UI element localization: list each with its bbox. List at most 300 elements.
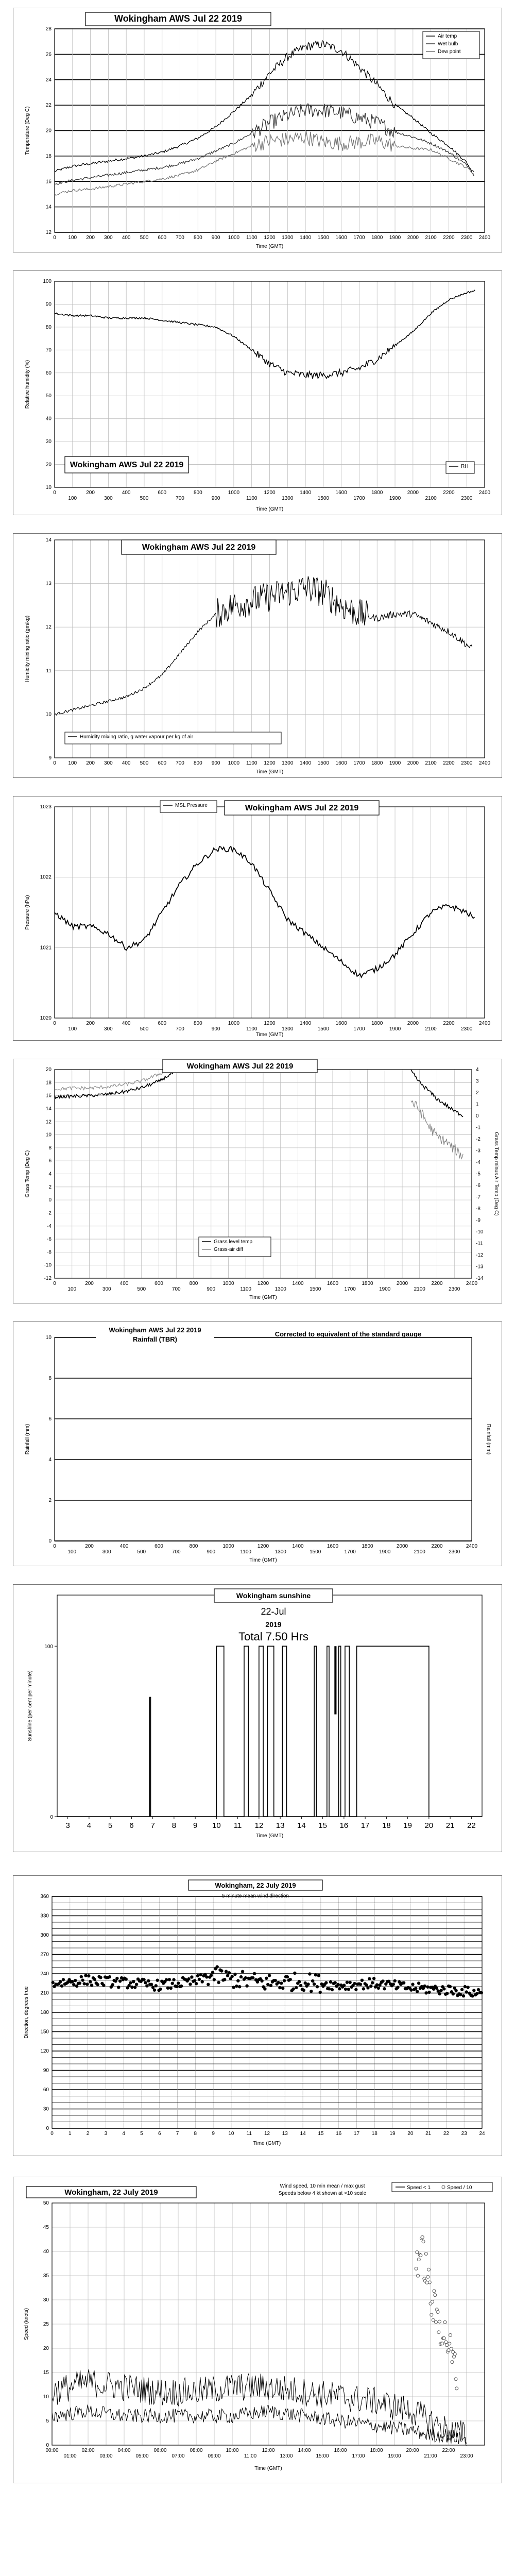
direction-point — [159, 1988, 162, 1991]
scaled-speed-point — [437, 2331, 440, 2334]
x-tick-label: 2200 — [443, 235, 455, 241]
direction-point — [96, 1983, 99, 1986]
direction-point — [223, 1978, 226, 1981]
legend-label: MSL Pressure — [175, 803, 208, 808]
chart-subtitle: Wind speed, 10 min mean / max gust — [280, 2183, 365, 2189]
x-tick-label: 1400 — [292, 1281, 304, 1286]
scaled-speed-point — [422, 2240, 425, 2243]
x-tick-label: 1800 — [362, 1544, 373, 1549]
sunshine-chart — [13, 1585, 503, 1853]
y-tick-label: 22 — [45, 103, 52, 109]
direction-point — [263, 1987, 266, 1990]
direction-point — [472, 1989, 475, 1992]
x-tick-label: 400 — [122, 1021, 131, 1026]
direction-point — [338, 1987, 341, 1990]
y-tick-label: 26 — [45, 52, 52, 58]
x-axis-label: Time (GMT) — [249, 1557, 277, 1563]
x-tick-label: 1800 — [371, 760, 383, 766]
x-tick-label: 16 — [336, 2131, 342, 2137]
scaled-speed-point — [438, 2320, 441, 2323]
x-tick-label: 21 — [425, 2131, 432, 2137]
x-tick-label: 2100 — [425, 496, 437, 501]
x-tick-label: 2200 — [443, 1021, 455, 1026]
x-tick-label: 1700 — [344, 1286, 356, 1292]
direction-point — [132, 1980, 135, 1983]
x-tick-label: 2400 — [478, 1021, 491, 1026]
direction-point — [166, 1987, 169, 1990]
direction-point — [417, 1981, 420, 1985]
x-tick-label: 2400 — [466, 1281, 478, 1286]
y-axis-label: Relative humidity (%) — [25, 360, 30, 409]
x-tick-label: 800 — [189, 1544, 198, 1549]
direction-point — [319, 1991, 322, 1994]
x-tick-label: 1000 — [228, 760, 240, 766]
direction-point — [84, 1974, 87, 1977]
chart-title: Wokingham AWS Jul 22 2019 — [114, 13, 243, 24]
x-tick-label: 700 — [176, 1026, 184, 1032]
direction-point — [241, 1970, 244, 1973]
x-tick-label: 1000 — [228, 235, 240, 241]
direction-point — [366, 1986, 369, 1989]
x-tick-label: 1400 — [299, 490, 312, 496]
x-tick-label: 1400 — [299, 760, 312, 766]
y2-axis-label: Rainfall (mm) — [486, 1423, 491, 1455]
direction-point — [295, 1986, 298, 1989]
x-tick-label: 200 — [85, 1281, 94, 1286]
y2-tick-label: -6 — [476, 1183, 480, 1189]
x-tick-label: 400 — [122, 490, 131, 496]
direction-point — [304, 1981, 307, 1985]
direction-point — [409, 1988, 413, 1991]
y2-tick-label: -5 — [476, 1171, 480, 1177]
direction-point — [125, 1977, 128, 1980]
x-tick-label: 1200 — [257, 1281, 269, 1286]
x-tick-label: 1200 — [264, 760, 276, 766]
y-tick-label: 10 — [45, 1335, 52, 1341]
y-tick-label: 240 — [40, 1971, 49, 1977]
y-tick-label: 1023 — [40, 804, 52, 810]
y-tick-label: 14 — [45, 204, 52, 210]
y2-tick-label: -2 — [476, 1137, 480, 1142]
x-tick-label: 8 — [171, 1821, 177, 1830]
x-tick-label: 11:00 — [244, 2453, 257, 2459]
y-tick-label: -8 — [47, 1249, 52, 1256]
direction-point — [78, 1981, 81, 1985]
x-tick-label: 03:00 — [99, 2453, 113, 2459]
y-tick-label: 20 — [45, 1067, 52, 1073]
x-tick-label: 100 — [68, 235, 77, 241]
y-tick-label: 1022 — [40, 874, 52, 880]
x-tick-label: 1900 — [379, 1286, 391, 1292]
direction-point — [329, 1980, 332, 1984]
scaled-speed-point — [451, 2361, 454, 2364]
x-axis-label: Time (GMT) — [255, 1032, 284, 1038]
direction-point — [118, 1979, 122, 1982]
y-tick-label: 40 — [43, 2249, 49, 2255]
y-tick-label: 0 — [46, 2126, 49, 2131]
x-tick-label: 2000 — [407, 235, 419, 241]
direction-point — [277, 1981, 280, 1984]
direction-point — [349, 1981, 352, 1984]
direction-point — [142, 1978, 145, 1981]
y2-tick-label: 4 — [476, 1067, 479, 1073]
y-tick-label: 18 — [45, 153, 52, 159]
legend-label: Dew point — [438, 49, 461, 55]
x-tick-label: 900 — [207, 1286, 216, 1292]
x-tick-label: 1900 — [389, 760, 401, 766]
direction-point — [362, 1987, 365, 1990]
x-tick-label: 200 — [86, 490, 95, 496]
direction-point — [423, 1985, 426, 1988]
direction-point — [465, 1990, 468, 1993]
panel-pressure — [13, 796, 502, 1041]
x-axis-label: Time (GMT) — [255, 244, 284, 249]
direction-point — [316, 1985, 319, 1988]
x-tick-label: 1100 — [240, 1286, 252, 1292]
x-tick-label: 100 — [68, 1026, 77, 1032]
direction-point — [89, 1980, 92, 1984]
direction-point — [253, 1972, 256, 1975]
x-tick-label: 100 — [68, 760, 77, 766]
y-tick-label: 10 — [45, 711, 52, 718]
direction-point — [82, 1982, 85, 1985]
direction-point — [289, 1978, 292, 1981]
direction-point — [172, 1978, 175, 1981]
x-tick-label: 800 — [193, 490, 202, 496]
direction-point — [187, 1977, 190, 1980]
direction-point — [251, 1976, 254, 1979]
x-tick-label: 15 — [318, 1821, 327, 1830]
y-tick-label: 11 — [46, 668, 52, 674]
y-tick-label: 120 — [40, 2048, 49, 2054]
y-tick-label: 35 — [43, 2273, 49, 2279]
direction-point — [135, 1983, 138, 1986]
x-tick-label: 13:00 — [280, 2453, 293, 2459]
y-tick-label: 4 — [48, 1171, 52, 1177]
x-tick-label: 3 — [104, 2131, 108, 2137]
direction-point — [111, 1983, 114, 1986]
x-tick-label: 1300 — [282, 235, 294, 241]
y-tick-label: 10 — [43, 2394, 49, 2400]
rainfall-chart — [13, 1322, 503, 1567]
x-tick-label: 300 — [104, 235, 113, 241]
scaled-speed-point — [448, 2342, 451, 2345]
scaled-speed-point — [424, 2252, 427, 2256]
x-tick-label: 2 — [86, 2131, 90, 2137]
y-tick-label: 30 — [43, 2297, 49, 2303]
direction-point — [331, 1988, 334, 1991]
direction-point — [336, 1983, 339, 1986]
direction-point — [372, 1977, 375, 1980]
chart-date: 22-Jul — [261, 1606, 286, 1617]
x-tick-label: 17:00 — [352, 2453, 365, 2459]
direction-point — [381, 1979, 384, 1982]
direction-point — [460, 1988, 464, 1991]
direction-point — [278, 1986, 281, 1989]
direction-point — [396, 1986, 399, 1989]
x-tick-label: 1700 — [353, 1026, 365, 1032]
direction-point — [236, 1979, 239, 1982]
x-tick-label: 13 — [282, 2131, 288, 2137]
direction-point — [232, 1986, 235, 1989]
y-tick-label: 5 — [46, 2418, 49, 2424]
direction-point — [464, 1985, 467, 1988]
direction-point — [442, 1987, 445, 1990]
x-tick-label: 0 — [53, 1544, 56, 1549]
y-tick-label: 150 — [40, 2029, 49, 2035]
x-tick-label: 1700 — [353, 760, 365, 766]
x-tick-label: 1200 — [264, 1021, 276, 1026]
x-tick-label: 900 — [211, 760, 220, 766]
y-tick-label: 30 — [43, 2106, 49, 2112]
scaled-speed-point — [430, 2313, 433, 2316]
chart-title: Wokingham AWS Jul 22 2019 — [109, 1326, 201, 1334]
x-tick-label: 200 — [86, 1021, 95, 1026]
scaled-speed-point — [441, 2342, 444, 2345]
x-tick-label: 2000 — [396, 1281, 408, 1286]
y2-tick-label: -12 — [476, 1252, 484, 1258]
scaled-speed-point — [453, 2352, 456, 2355]
direction-point — [231, 1975, 234, 1978]
direction-point — [414, 1987, 417, 1990]
y-tick-label: 14 — [45, 1106, 52, 1112]
x-tick-label: 600 — [154, 1544, 163, 1549]
x-tick-label: 10 — [228, 2131, 234, 2137]
direction-point — [283, 1979, 286, 1982]
x-tick-label: 1300 — [282, 496, 294, 501]
y-tick-label: 8 — [48, 1145, 52, 1151]
panel-grass-temp — [13, 1059, 502, 1303]
chart-title: Wokingham AWS Jul 22 2019 — [142, 543, 256, 552]
y-tick-label: 6 — [48, 1158, 52, 1164]
x-tick-label: 1100 — [246, 496, 258, 501]
x-tick-label: 04:00 — [117, 2448, 131, 2453]
direction-point — [471, 1994, 474, 1997]
direction-point — [99, 1976, 102, 1979]
panel-humidity — [13, 270, 502, 515]
x-axis-label: Time (GMT) — [255, 1833, 284, 1839]
x-tick-label: 14:00 — [298, 2448, 311, 2453]
direction-point — [211, 1971, 214, 1974]
chart-title: Wokingham, 22 July 2019 — [64, 2188, 158, 2197]
x-tick-label: 21:00 — [424, 2453, 437, 2459]
x-tick-label: 700 — [176, 496, 184, 501]
direction-point — [281, 1987, 284, 1990]
x-tick-label: 2300 — [449, 1286, 460, 1292]
x-tick-label: 01:00 — [63, 2453, 77, 2459]
x-tick-label: 500 — [140, 1026, 149, 1032]
direction-point — [435, 1987, 438, 1990]
direction-point — [190, 1975, 193, 1978]
x-axis-label: Time (GMT) — [249, 1295, 277, 1300]
x-tick-label: 10 — [212, 1821, 221, 1830]
direction-point — [291, 1988, 295, 1991]
y-tick-label: 16 — [45, 179, 52, 185]
direction-point — [268, 1974, 271, 1977]
x-tick-label: 9 — [212, 2131, 215, 2137]
x-tick-label: 17 — [353, 2131, 360, 2137]
direction-point — [114, 1979, 117, 1982]
y-tick-label: 13 — [45, 581, 52, 587]
legend-label: Wet bulb — [438, 41, 458, 47]
direction-point — [115, 1977, 118, 1980]
direction-point — [133, 1986, 136, 1989]
direction-point — [93, 1978, 96, 1981]
scaled-speed-point — [454, 2378, 457, 2381]
x-tick-label: 1200 — [264, 235, 276, 241]
x-tick-label: 21 — [445, 1821, 455, 1830]
y2-tick-label: 0 — [476, 1113, 479, 1119]
scaled-speed-point — [426, 2275, 430, 2278]
direction-point — [196, 1974, 199, 1977]
mixing-ratio-chart — [13, 534, 503, 778]
y-tick-label: 10 — [45, 1132, 52, 1138]
y-tick-label: 0 — [48, 1538, 52, 1544]
direction-point — [427, 1991, 431, 1994]
x-tick-label: 1300 — [282, 760, 294, 766]
direction-point — [207, 1983, 210, 1986]
scaled-speed-point — [442, 2337, 445, 2340]
x-tick-label: 900 — [211, 496, 220, 501]
y-tick-label: 40 — [45, 416, 52, 422]
y-tick-label: 70 — [45, 347, 52, 353]
y-tick-label: 14 — [45, 537, 52, 543]
x-tick-label: 1600 — [335, 490, 347, 496]
x-tick-label: 0 — [50, 2131, 54, 2137]
direction-point — [314, 1973, 317, 1976]
x-tick-label: 1300 — [274, 1549, 286, 1555]
legend — [446, 462, 474, 473]
x-tick-label: 1900 — [389, 496, 401, 501]
direction-point — [426, 1986, 429, 1989]
x-tick-label: 800 — [193, 1021, 202, 1026]
y-tick-label: 16 — [45, 1093, 52, 1099]
panel-mixing-ratio — [13, 533, 502, 778]
x-tick-label: 400 — [122, 760, 131, 766]
y-tick-label: 28 — [45, 26, 52, 32]
y-tick-label: 12 — [45, 230, 52, 235]
scaled-speed-point — [417, 2274, 420, 2277]
direction-point — [85, 1982, 89, 1986]
direction-point — [449, 1985, 452, 1988]
direction-point — [72, 1983, 75, 1986]
panel-wind-direction — [13, 1875, 502, 2156]
direction-point — [153, 1989, 156, 1992]
x-tick-label: 1800 — [371, 1021, 383, 1026]
x-tick-label: 2300 — [461, 496, 473, 501]
direction-point — [302, 1989, 305, 1992]
x-tick-label: 11 — [246, 2131, 252, 2137]
x-tick-label: 22 — [443, 2131, 449, 2137]
y-tick-label: 1021 — [40, 945, 52, 951]
x-tick-label: 100 — [67, 1549, 77, 1555]
x-tick-label: 1600 — [327, 1544, 339, 1549]
x-tick-label: 11 — [233, 1821, 242, 1830]
x-tick-label: 7 — [150, 1821, 155, 1830]
direction-point — [286, 1975, 289, 1978]
legend-label: Air temp — [438, 33, 457, 39]
wind-speed-chart — [13, 2177, 503, 2484]
x-tick-label: 08:00 — [190, 2448, 203, 2453]
direction-point — [80, 1975, 83, 1978]
humidity-chart — [13, 271, 503, 516]
direction-point — [235, 1985, 238, 1988]
direction-point — [353, 1982, 356, 1985]
y-tick-label: 0 — [50, 1815, 53, 1820]
x-tick-label: 100 — [68, 496, 77, 501]
y-tick-label: 100 — [43, 279, 52, 284]
panel-rainfall — [13, 1321, 502, 1566]
x-tick-label: 1000 — [228, 1021, 240, 1026]
direction-point — [188, 1982, 192, 1986]
x-tick-label: 24 — [479, 2131, 485, 2137]
direction-point — [198, 1978, 201, 1981]
direction-point — [87, 1974, 90, 1977]
y-tick-label: 20 — [43, 2346, 49, 2351]
x-tick-label: 6 — [129, 1821, 134, 1830]
x-tick-label: 1100 — [246, 1026, 258, 1032]
x-axis-label: Time (GMT) — [255, 506, 284, 512]
direction-point — [171, 1982, 174, 1985]
scaled-speed-point — [417, 2258, 420, 2261]
x-tick-label: 500 — [137, 1549, 146, 1555]
y-tick-label: 10 — [45, 485, 52, 490]
x-tick-label: 500 — [140, 496, 149, 501]
x-tick-label: 2000 — [407, 1021, 419, 1026]
x-tick-label: 600 — [154, 1281, 163, 1286]
chart-title: Wokingham AWS Jul 22 2019 — [186, 1062, 294, 1071]
x-tick-label: 20 — [424, 1821, 434, 1830]
y2-tick-label: -14 — [476, 1276, 484, 1281]
direction-point — [445, 1992, 449, 1995]
x-axis-label: Time (GMT) — [253, 2141, 281, 2146]
x-tick-label: 900 — [211, 1026, 220, 1032]
x-tick-label: 1900 — [389, 235, 401, 241]
x-tick-label: 0 — [53, 1281, 56, 1286]
x-tick-label: 800 — [193, 235, 202, 241]
x-tick-label: 500 — [140, 760, 149, 766]
y-tick-label: 18 — [45, 1080, 52, 1086]
x-tick-label: 1100 — [240, 1549, 252, 1555]
direction-point — [452, 1992, 455, 1995]
direction-point — [62, 1978, 65, 1981]
legend-label: Grass-air diff — [214, 1247, 244, 1252]
direction-point — [81, 1978, 84, 1981]
direction-point — [220, 1969, 223, 1972]
x-tick-label: 2100 — [414, 1286, 425, 1292]
chart-title: Wokingham AWS Jul 22 2019 — [245, 804, 359, 812]
y-axis-label: Humidity mixing ratio (gm/kg) — [25, 615, 30, 683]
direction-point — [280, 1981, 283, 1985]
x-tick-label: 0 — [53, 760, 56, 766]
x-tick-label: 400 — [119, 1281, 129, 1286]
direction-point — [354, 1988, 357, 1991]
chart-year: 2019 — [265, 1620, 282, 1629]
x-tick-label: 2400 — [478, 490, 491, 496]
x-tick-label: 200 — [85, 1544, 94, 1549]
direction-point — [201, 1980, 204, 1983]
direction-point — [266, 1983, 269, 1986]
y-tick-label: 9 — [48, 755, 52, 761]
y-tick-label: 2 — [48, 1184, 52, 1190]
y-tick-label: 90 — [43, 2067, 49, 2074]
chart-note: Speeds below 4 kt shown at ×10 scale — [278, 2191, 367, 2196]
x-tick-label: 1700 — [344, 1549, 356, 1555]
x-tick-label: 1600 — [335, 760, 347, 766]
x-tick-label: 12 — [264, 2131, 270, 2137]
x-tick-label: 18:00 — [370, 2448, 383, 2453]
direction-point — [168, 1978, 171, 1981]
